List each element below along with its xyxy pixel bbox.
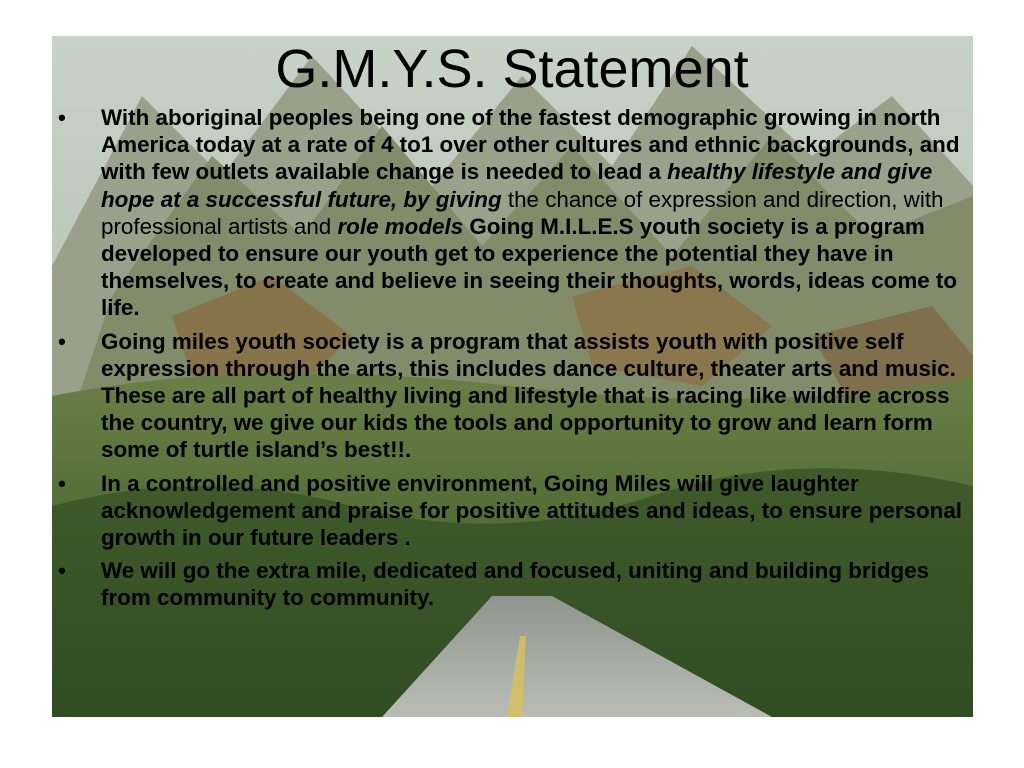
bullet-1-emphasis-healthy-lifestyle: healthy lifestyle and give hope at a successful future, by giving [101, 159, 933, 212]
bullet-list [58, 104, 968, 618]
bullet-marker: • [58, 558, 66, 584]
bullet-item-1 [58, 104, 968, 322]
slide-title: G.M.Y.S. Statement [275, 39, 749, 99]
bullet-2-text: Going miles youth society is a program that assists youth with positive self expression through the arts, this includes dance culture, theater arts and music. These are all part of healthy living and lifestyle that is racing like wildfire across the country, we give our kids the tools and opportunity to grow and learn form some of turtle island’s best!!. [101, 328, 956, 463]
bullet-marker: • [58, 328, 66, 354]
bullet-marker: • [58, 470, 66, 496]
bullet-1-emphasis-role-models: role models [337, 213, 464, 239]
bullet-marker: • [58, 105, 66, 130]
bullet-1-text-part-1: With aboriginal peoples being one of the fastest demographic growing in north America today at a rate of 4 to1 over other cultures and ethnic backgrounds, and with few outlets available change is needed to lead a [101, 105, 960, 185]
bullet-item-3 [58, 470, 968, 552]
bullet-3-text: In a controlled and positive environment, Going Miles will give laughter acknowledgement and praise for positive attitudes and ideas, to ensure personal growth in our future leaders . [101, 470, 963, 551]
bullet-item-2 [58, 328, 968, 464]
bullet-1-text-part-3: Going M.I.L.E.S youth society is a program developed to ensure our youth get to experience the potential they have in themselves, to create and believe in seeing their thoughts, words, ideas come to life. [101, 213, 958, 321]
bullet-4-text: We will go the extra mile, dedicated and focused, uniting and building bridges from community to community. [101, 558, 930, 611]
bullet-item-4 [58, 557, 968, 611]
bullet-1-text-part-2: the chance of expression and direction, with professional artists and [101, 186, 944, 239]
